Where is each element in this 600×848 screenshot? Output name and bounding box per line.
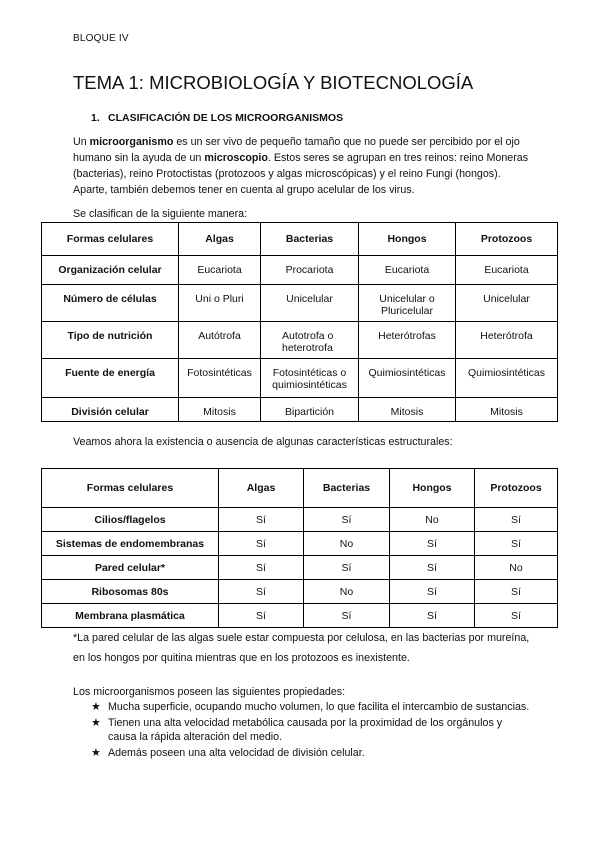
star-bullet-icon: ★ xyxy=(91,701,101,713)
column-header: Hongos xyxy=(359,223,456,256)
table-cell: Sí xyxy=(304,604,390,628)
star-bullet-icon: ★ xyxy=(91,747,101,759)
list-item-text: Tienen una alta velocidad metabólica causada por la proximidad de los orgánulos y causa la rápida alteración del medio. xyxy=(108,717,503,743)
column-header: Protozoos xyxy=(475,469,558,508)
table-row xyxy=(42,508,558,532)
table-cell: Sí xyxy=(219,508,304,532)
term-microscopio: microscopio xyxy=(204,152,268,164)
table-cell: Sí xyxy=(390,556,475,580)
table-row xyxy=(42,285,558,322)
row-header: Ribosomas 80s xyxy=(42,580,219,604)
table-row xyxy=(42,604,558,628)
table-cell: Sí xyxy=(219,580,304,604)
table-cell: Fotosintéticas xyxy=(179,359,261,398)
table-cell: No xyxy=(390,508,475,532)
row-header: Sistemas de endomembranas xyxy=(42,532,219,556)
section-heading xyxy=(91,112,343,124)
table-cell: No xyxy=(304,532,390,556)
section-title: CLASIFICACIÓN DE LOS MICROORGANISMOS xyxy=(108,112,344,124)
table-row xyxy=(42,322,558,359)
table-cell: Eucariota xyxy=(359,256,456,285)
list-item-text: Mucha superficie, ocupando mucho volumen, lo que facilita el intercambio de sustancias. xyxy=(108,701,530,713)
table-cell: Uni o Pluri xyxy=(179,285,261,322)
row-header: Fuente de energía xyxy=(42,359,179,398)
table-cell: Sí xyxy=(219,604,304,628)
table-cell: Quimiosintéticas xyxy=(359,359,456,398)
table-cell: Sí xyxy=(390,532,475,556)
table-cell: Sí xyxy=(219,532,304,556)
table1-intro: Se clasifican de la siguiente manera: xyxy=(73,208,248,220)
column-header: Formas celulares xyxy=(42,223,179,256)
intro-paragraph xyxy=(73,134,533,198)
star-bullet-icon: ★ xyxy=(91,717,101,729)
table-cell: Fotosintéticas o quimiosintéticas xyxy=(261,359,359,398)
list-item xyxy=(91,746,531,760)
table-cell: Sí xyxy=(390,580,475,604)
table-row xyxy=(42,359,558,398)
term-microorganismo: microorganismo xyxy=(89,136,174,148)
table-row xyxy=(42,532,558,556)
table-cell: Sí xyxy=(475,532,558,556)
row-header: Tipo de nutrición xyxy=(42,322,179,359)
block-label: BLOQUE IV xyxy=(73,33,129,44)
column-header: Bacterias xyxy=(261,223,359,256)
column-header: Bacterias xyxy=(304,469,390,508)
page-title: TEMA 1: MICROBIOLOGÍA Y BIOTECNOLOGÍA xyxy=(73,72,474,93)
properties-list xyxy=(91,700,531,762)
column-header: Algas xyxy=(179,223,261,256)
row-header: Pared celular* xyxy=(42,556,219,580)
list-item xyxy=(91,716,531,744)
table-cell: Quimiosintéticas xyxy=(456,359,558,398)
table-row xyxy=(42,556,558,580)
column-header: Algas xyxy=(219,469,304,508)
table-cell: Eucariota xyxy=(456,256,558,285)
list-item-text: Además poseen una alta velocidad de división celular. xyxy=(108,747,365,759)
table-cell: Unicelular xyxy=(456,285,558,322)
table-row xyxy=(42,256,558,285)
table-cell: Unicelular xyxy=(261,285,359,322)
table-cell: Autótrofa xyxy=(179,322,261,359)
paragraph-text: es un ser vivo de pequeño tamaño que no puede ser percibido por el ojo humano sin la ayuda de un xyxy=(73,136,520,164)
structural-features-table xyxy=(41,468,558,628)
table-cell: Bipartición xyxy=(261,398,359,422)
table-cell: Mitosis xyxy=(456,398,558,422)
table-header-row xyxy=(42,469,558,508)
table-cell: Sí xyxy=(475,508,558,532)
table-cell: Autotrofa o heterotrofa xyxy=(261,322,359,359)
table-cell: Sí xyxy=(304,556,390,580)
column-header: Protozoos xyxy=(456,223,558,256)
list-item xyxy=(91,700,531,714)
table-cell: No xyxy=(304,580,390,604)
row-header: Cilios/flagelos xyxy=(42,508,219,532)
row-header: Número de células xyxy=(42,285,179,322)
row-header: Membrana plasmática xyxy=(42,604,219,628)
column-header: Formas celulares xyxy=(42,469,219,508)
table-cell: Heterótrofas xyxy=(359,322,456,359)
footnote: *La pared celular de las algas suele estar compuesta por celulosa, en las bacterias por mureína, en los hongos por quitina mientras que en los protozoos es inexistente. xyxy=(73,632,530,664)
row-header: Organización celular xyxy=(42,256,179,285)
table-row xyxy=(42,398,558,422)
table-cell: Unicelular o Pluricelular xyxy=(359,285,456,322)
properties-intro: Los microorganismos poseen las siguientes propiedades: xyxy=(73,686,346,698)
table-cell: Mitosis xyxy=(359,398,456,422)
table-cell: Sí xyxy=(475,580,558,604)
table-cell: Sí xyxy=(390,604,475,628)
table2-intro: Veamos ahora la existencia o ausencia de algunas características estructurales: xyxy=(73,436,453,448)
table-cell: Mitosis xyxy=(179,398,261,422)
paragraph-text: . Estos seres se agrupan en tres reinos: reino Moneras (bacterias), reino Protoctistas (protozoos y algas microscópicas) y el reino Fungi (hongos). Aparte, también debemos tener en cuenta al grupo acelular de los virus. xyxy=(73,152,529,196)
column-header: Hongos xyxy=(390,469,475,508)
classification-table xyxy=(41,222,558,422)
table-cell: Sí xyxy=(475,604,558,628)
table-row xyxy=(42,580,558,604)
table-cell: Heterótrofa xyxy=(456,322,558,359)
section-number: 1. xyxy=(91,112,100,124)
table-cell: Procariota xyxy=(261,256,359,285)
table-cell: Sí xyxy=(219,556,304,580)
table-header-row xyxy=(42,223,558,256)
table-cell: No xyxy=(475,556,558,580)
row-header: División celular xyxy=(42,398,179,422)
paragraph-text: Un xyxy=(73,136,90,148)
table-cell: Sí xyxy=(304,508,390,532)
table-cell: Eucariota xyxy=(179,256,261,285)
